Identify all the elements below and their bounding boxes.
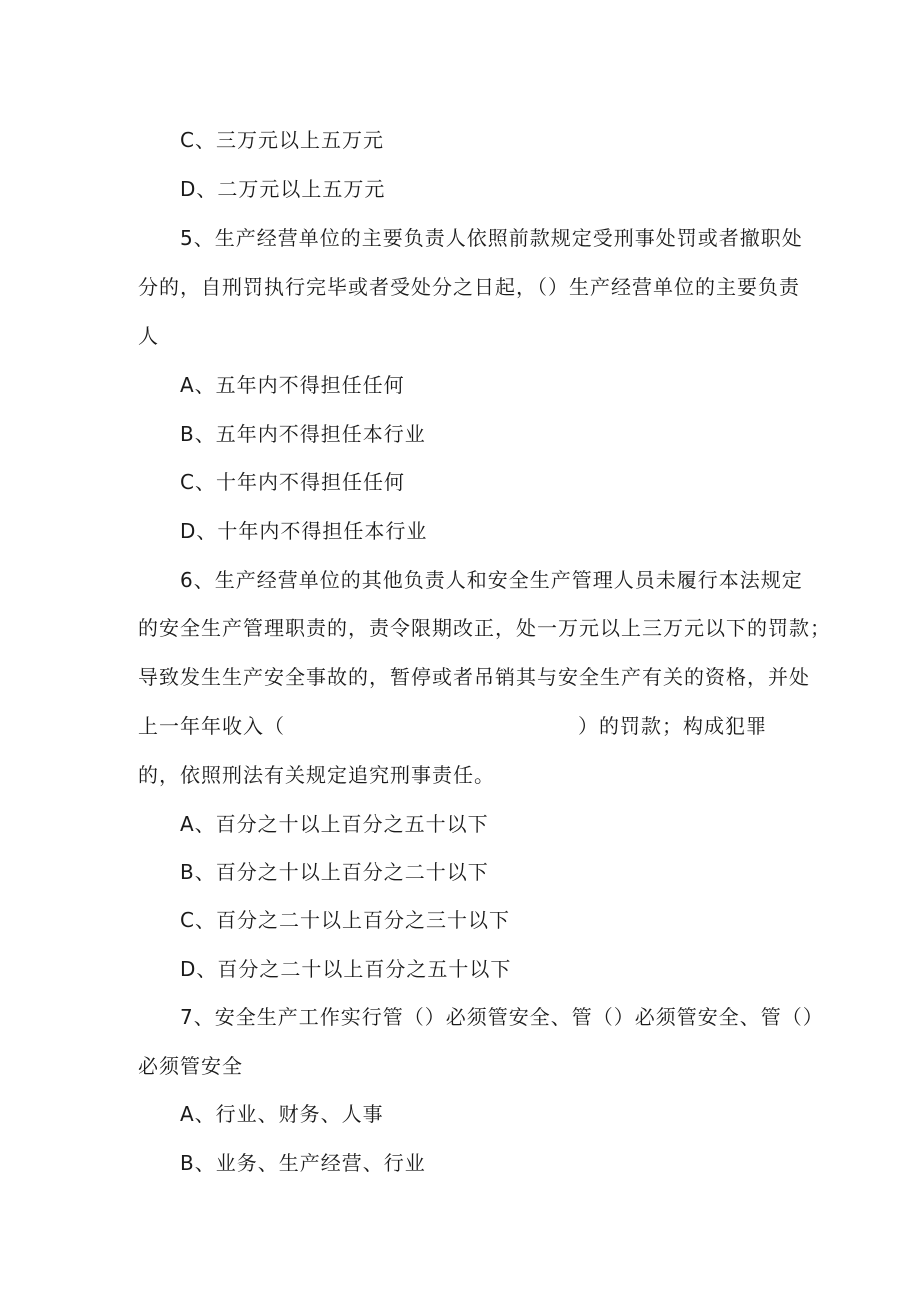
- q5-option-a: A、五年内不得担任任何: [180, 373, 405, 397]
- q4-option-d: D、二万元以上五万元: [180, 177, 386, 201]
- q6-text-line-1: 6、生产经营单位的其他负责人和安全生产管理人员未履行本法规定: [180, 568, 803, 592]
- q6-option-c: C、百分之二十以上百分之三十以下: [180, 908, 510, 932]
- q4-option-c: C、三万元以上五万元: [180, 128, 384, 152]
- q6-text-line-4-end: ）的罚款；构成犯罪: [578, 714, 767, 738]
- q5-option-b: B、五年内不得担任本行业: [180, 422, 426, 446]
- q7-option-b: B、业务、生产经营、行业: [180, 1151, 426, 1175]
- q5-option-d: D、十年内不得担任本行业: [180, 519, 428, 543]
- q6-text-line-5: 的，依照刑法有关规定追究刑事责任。: [138, 763, 495, 787]
- q7-text-line-1: 7、安全生产工作实行管（）必须管安全、管（）必须管安全、管（）: [180, 1005, 824, 1029]
- q6-option-b: B、百分之十以上百分之二十以下: [180, 860, 489, 884]
- q5-text-line-1: 5、生产经营单位的主要负责人依照前款规定受刑事处罚或者撤职处: [180, 226, 803, 250]
- q6-text-line-2: 的安全生产管理职责的，责令限期改正，处一万元以上三万元以下的罚款；: [138, 616, 831, 640]
- q5-text-line-2: 分的，自刑罚执行完毕或者受处分之日起，（）生产经营单位的主要负责: [138, 275, 800, 299]
- q5-text-line-3: 人: [138, 324, 159, 348]
- q6-text-line-3: 导致发生生产安全事故的，暂停或者吊销其与安全生产有关的资格，并处: [138, 665, 810, 689]
- q6-option-a: A、百分之十以上百分之五十以下: [180, 812, 489, 836]
- q7-option-a: A、行业、财务、人事: [180, 1102, 384, 1126]
- q6-option-d: D、百分之二十以上百分之五十以下: [180, 957, 512, 981]
- q7-text-line-2: 必须管安全: [138, 1054, 243, 1078]
- q6-text-line-4-start: 上一年年收入（: [138, 714, 285, 738]
- q5-option-c: C、十年内不得担任任何: [180, 470, 405, 494]
